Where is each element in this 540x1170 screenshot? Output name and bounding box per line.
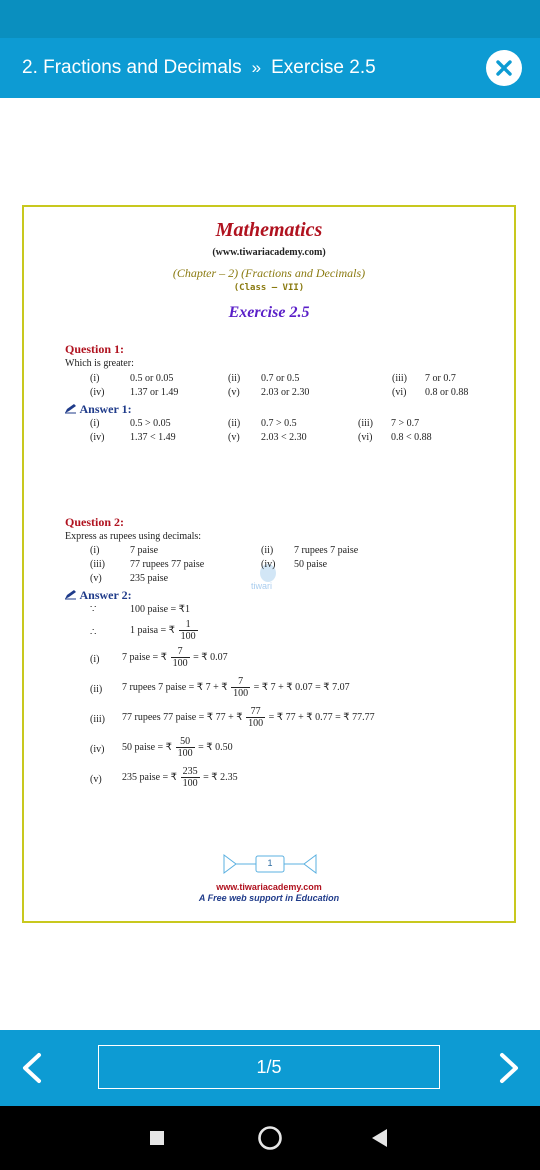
close-button[interactable]	[486, 50, 522, 86]
close-icon	[494, 58, 514, 78]
step-expression	[122, 736, 233, 759]
q1-item-num: (iii)	[392, 373, 407, 384]
therefore-text: 1 paisa = ₹	[130, 624, 176, 636]
step-expression	[122, 646, 228, 669]
since-symbol: ∵	[90, 604, 97, 615]
a1-item-text: 0.8 < 0.88	[391, 432, 432, 443]
step-num: (iv)	[90, 744, 105, 755]
fraction-numerator: 50	[176, 736, 195, 748]
fraction-denominator: 100	[233, 688, 249, 699]
q1-item-num: (ii)	[228, 373, 241, 384]
a1-item-text: 1.37 < 1.49	[130, 432, 176, 443]
q1-item-num: (v)	[228, 387, 240, 398]
system-nav-bar	[0, 1106, 540, 1170]
status-bar	[0, 0, 540, 38]
q2-item-text: 77 rupees 77 paise	[130, 559, 205, 570]
q2-item-text: 7 paise	[130, 545, 159, 556]
q2-item-num: (iii)	[90, 559, 105, 570]
a1-item-text: 2.03 < 2.30	[261, 432, 307, 443]
page-badge-number: 1	[267, 858, 273, 868]
answer-2-title: Answer 2:	[79, 588, 132, 602]
doc-class: (Class – VII)	[233, 283, 305, 293]
fraction-numerator: 235	[182, 766, 198, 777]
breadcrumb-separator: »	[251, 58, 262, 77]
chevron-left-icon[interactable]	[17, 1051, 47, 1085]
q2-item-num: (ii)	[261, 545, 274, 556]
step-post: = ₹ 2.35	[203, 771, 238, 783]
home-icon[interactable]	[257, 1125, 283, 1151]
q1-prompt: Which is greater:	[65, 358, 134, 369]
a1-item-num: (ii)	[228, 418, 241, 429]
watermark-text: tiwari	[251, 581, 273, 591]
fraction-denominator: 100	[172, 658, 188, 669]
fraction-denominator: 100	[177, 748, 193, 759]
a1-item-text: 0.7 > 0.5	[261, 418, 297, 429]
doc-chapter: (Chapter – 2) (Fractions and Decimals)	[172, 266, 366, 280]
answer-1-heading	[64, 402, 132, 417]
q1-item-text: 1.37 or 1.49	[130, 387, 179, 398]
fraction-denominator: 100	[248, 718, 264, 729]
q1-item-num: (iv)	[90, 387, 105, 398]
a1-item-text: 0.5 > 0.05	[130, 418, 171, 429]
q1-item-text: 2.03 or 2.30	[261, 387, 310, 398]
q2-item-text: 235 paise	[130, 573, 169, 584]
step-pre: 7 paise = ₹	[122, 651, 168, 663]
q1-item-text: 0.8 or 0.88	[425, 387, 469, 398]
fraction	[171, 646, 190, 669]
app-header	[0, 38, 540, 98]
breadcrumb-chapter[interactable]: 2. Fractions and Decimals	[22, 57, 242, 78]
step-expression	[122, 766, 238, 789]
doc-website: (www.tiwariacademy.com)	[212, 247, 326, 258]
page-number-badge	[222, 853, 318, 875]
since-text: 100 paise = ₹1	[130, 604, 191, 615]
step-num: (ii)	[90, 684, 103, 695]
step-post: = ₹ 77 + ₹ 0.77 = ₹ 77.77	[268, 711, 375, 723]
answer-2-heading	[64, 588, 132, 603]
a1-item-num: (i)	[90, 418, 100, 429]
step-expression	[122, 676, 350, 699]
fraction	[181, 766, 200, 789]
q2-item-num: (v)	[90, 573, 102, 584]
fraction-numerator: 7	[231, 676, 250, 688]
page-indicator[interactable]	[98, 1045, 440, 1089]
therefore-symbol: ∴	[90, 627, 97, 638]
q1-item-text: 0.7 or 0.5	[261, 373, 300, 384]
q1-item-num: (i)	[90, 373, 100, 384]
pencil-icon	[64, 403, 77, 414]
document-page	[22, 205, 516, 923]
footer-website: www.tiwariacademy.com	[216, 882, 322, 892]
step-pre: 7 rupees 7 paise = ₹ 7 + ₹	[122, 681, 228, 693]
step-post: = ₹ 7 + ₹ 0.07 = ₹ 7.07	[253, 681, 350, 693]
doc-exercise-title: Exercise 2.5	[228, 304, 310, 321]
step-num: (iii)	[90, 714, 105, 725]
q1-title: Question 1:	[65, 342, 125, 356]
fraction-numerator: 7	[171, 646, 190, 658]
a1-item-text: 7 > 0.7	[391, 418, 420, 429]
fraction-numerator: 77	[246, 706, 265, 718]
chevron-right-icon[interactable]	[494, 1051, 524, 1085]
recents-icon[interactable]	[150, 1131, 164, 1145]
answer-1-title: Answer 1:	[79, 402, 132, 416]
q2-item-text: 50 paise	[294, 559, 328, 570]
a1-item-num: (iii)	[358, 418, 373, 429]
q2-title: Question 2:	[65, 515, 125, 529]
step-pre: 77 rupees 77 paise = ₹ 77 + ₹	[122, 711, 243, 723]
a1-item-num: (v)	[228, 432, 240, 443]
a1-item-num: (iv)	[90, 432, 105, 443]
fraction-denominator: 100	[182, 778, 198, 789]
q2-prompt: Express as rupees using decimals:	[65, 531, 202, 542]
a1-item-num: (vi)	[358, 432, 373, 443]
step-pre: 235 paise = ₹	[122, 771, 178, 783]
step-post: = ₹ 0.50	[198, 741, 233, 753]
fraction-numerator: 1	[179, 619, 198, 631]
step-num: (v)	[90, 774, 102, 785]
step-num: (i)	[90, 654, 100, 665]
pencil-icon	[64, 589, 77, 600]
footer-tagline: A Free web support in Education	[198, 893, 340, 903]
pager-bar	[0, 1030, 540, 1106]
fraction	[246, 706, 265, 729]
q1-item-text: 7 or 0.7	[425, 373, 456, 384]
fraction-denominator: 100	[180, 631, 196, 642]
breadcrumb-exercise: Exercise 2.5	[271, 57, 376, 78]
fraction	[179, 619, 198, 642]
step-post: = ₹ 0.07	[193, 651, 228, 663]
breadcrumb	[22, 57, 376, 79]
fraction	[231, 676, 250, 699]
q2-item-num: (iv)	[261, 559, 276, 570]
page-indicator-text: 1/5	[256, 1056, 282, 1077]
fraction	[176, 736, 195, 759]
doc-subject: Mathematics	[215, 219, 323, 241]
back-icon[interactable]	[372, 1129, 388, 1147]
q2-item-text: 7 rupees 7 paise	[294, 545, 359, 556]
step-pre: 50 paise = ₹	[122, 741, 173, 753]
q1-item-num: (vi)	[392, 387, 407, 398]
therefore-line	[130, 619, 199, 642]
q1-item-text: 0.5 or 0.05	[130, 373, 174, 384]
step-expression	[122, 706, 375, 729]
q2-item-num: (i)	[90, 545, 100, 556]
